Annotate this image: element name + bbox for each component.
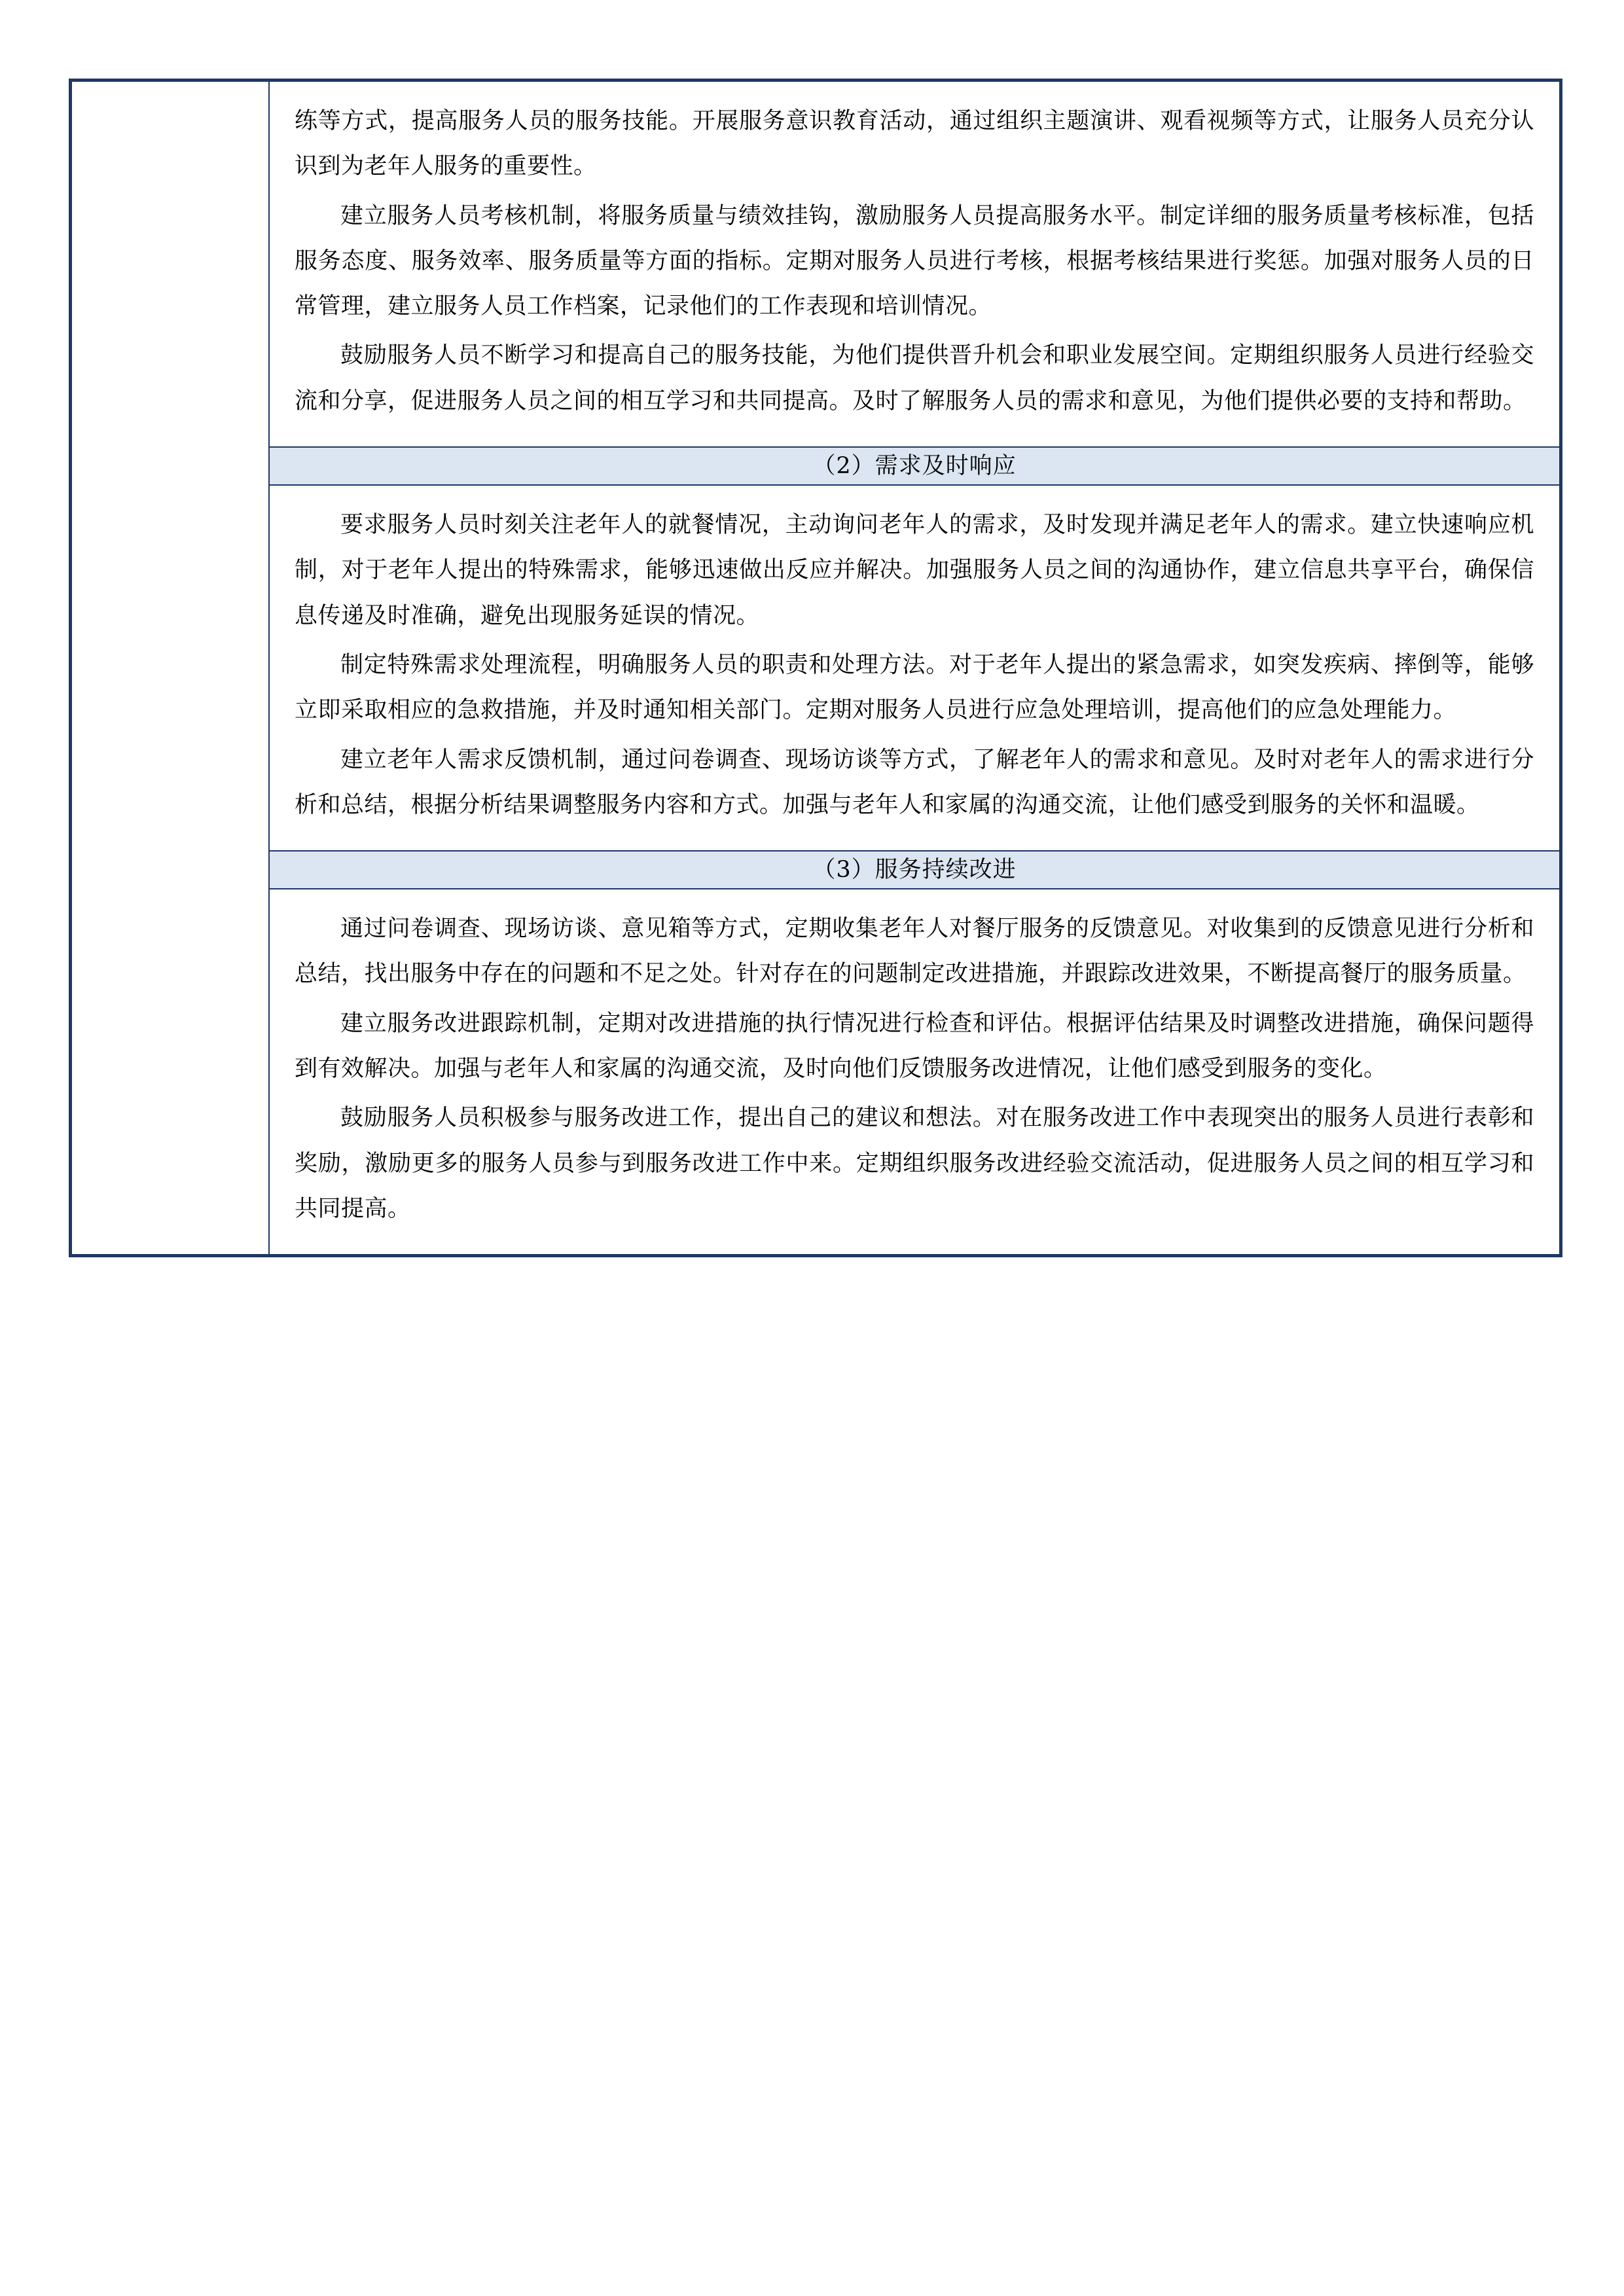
- service-improvement-paragraphs: [270, 889, 1559, 1254]
- table-row: [71, 889, 1561, 1256]
- table-row: [71, 485, 1561, 851]
- paragraph: 通过问卷调查、现场访谈、意见箱等方式，定期收集老年人对餐厅服务的反馈意见。对收集到的反馈意见进行分析和总结，找出服务中存在的问题和不足之处。针对存在的问题制定改进措施，并跟踪改进效果，不断提高餐厅的服务质量。: [295, 916, 1534, 988]
- paragraph: 建立服务人员考核机制，将服务质量与绩效挂钩，激励服务人员提高服务水平。制定详细的服务质量考核标准，包括服务态度、服务效率、服务质量等方面的指标。定期对服务人员进行考核，根据考核结果进行奖惩。加强对服务人员的日常管理，建立服务人员工作档案，记录他们的工作表现和培训情况。: [295, 202, 1534, 320]
- table-row: [71, 447, 1561, 485]
- table-row: [71, 851, 1561, 889]
- paragraph: 练等方式，提高服务人员的服务技能。开展服务意识教育活动，通过组织主题演讲、观看视频等方式，让服务人员充分认识到为老年人服务的重要性。: [295, 108, 1534, 180]
- section-heading-service-improvement: （3）服务持续改进: [269, 851, 1561, 889]
- body-cell-service-improvement: [269, 889, 1561, 1256]
- content-table: [69, 79, 1562, 1257]
- section-heading-demand-response: （2）需求及时响应: [269, 447, 1561, 485]
- paragraph: 建立老年人需求反馈机制，通过问卷调查、现场访谈等方式，了解老年人的需求和意见。及时对老年人的需求进行分析和总结，根据分析结果调整服务内容和方式。加强与老年人和家属的沟通交流，让他们感受到服务的关怀和温暖。: [295, 746, 1534, 818]
- paragraph: 制定特殊需求处理流程，明确服务人员的职责和处理方法。对于老年人提出的紧急需求，如突发疾病、摔倒等，能够立即采取相应的急救措施，并及时通知相关部门。定期对服务人员进行应急处理培训，提高他们的应急处理能力。: [295, 651, 1534, 724]
- staff-training-paragraphs: [270, 82, 1559, 446]
- paragraph: 建立服务改进跟踪机制，定期对改进措施的执行情况进行检查和评估。根据评估结果及时调整改进措施，确保问题得到有效解决。加强与老年人和家属的沟通交流，及时向他们反馈服务改进情况，让他们感受到服务的变化。: [295, 1010, 1534, 1083]
- table-row: [71, 81, 1561, 448]
- demand-response-paragraphs: [270, 486, 1559, 850]
- paragraph: 鼓励服务人员不断学习和提高自己的服务技能，为他们提供晋升机会和职业发展空间。定期组织服务人员进行经验交流和分享，促进服务人员之间的相互学习和共同提高。及时了解服务人员的需求和意见，为他们提供必要的支持和帮助。: [295, 342, 1534, 414]
- body-cell-staff-training: [269, 81, 1561, 448]
- body-cell-demand-response: [269, 485, 1561, 851]
- row-label-cell: [71, 81, 270, 1256]
- paragraph: 鼓励服务人员积极参与服务改进工作，提出自己的建议和想法。对在服务改进工作中表现突出的服务人员进行表彰和奖励，激励更多的服务人员参与到服务改进工作中来。定期组织服务改进经验交流活动，促进服务人员之间的相互学习和共同提高。: [295, 1105, 1534, 1222]
- content-table-body: [71, 81, 1561, 1256]
- paragraph: 要求服务人员时刻关注老年人的就餐情况，主动询问老年人的需求，及时发现并满足老年人的需求。建立快速响应机制，对于老年人提出的特殊需求，能够迅速做出反应并解决。加强服务人员之间的沟通协作，建立信息共享平台，确保信息传递及时准确，避免出现服务延误的情况。: [295, 512, 1534, 629]
